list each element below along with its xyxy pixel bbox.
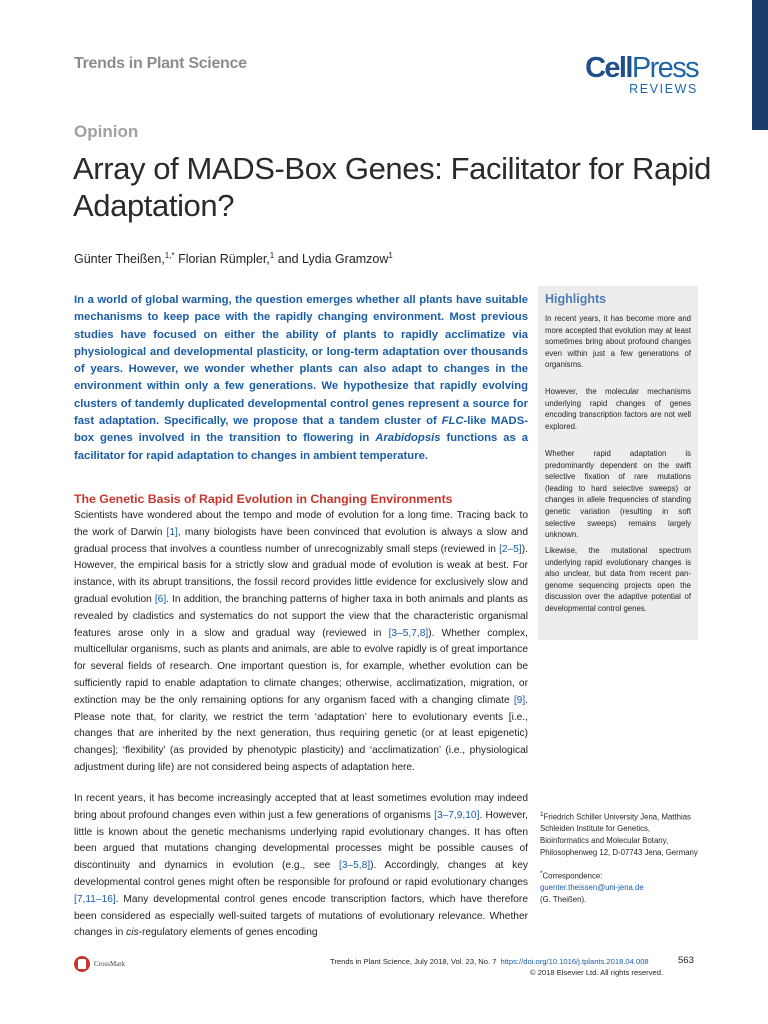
abstract-arabidopsis: Arabidopsis [375,432,441,445]
ref-link[interactable]: [3–7,9,10] [434,809,480,821]
abstract [74,292,528,465]
logo-cell: Cell [585,52,632,84]
ref-link[interactable]: [2–5] [499,543,522,555]
p2-text: . However, little is known about the genetic mechanisms underlying rapid evolutionary changes. It has often been argued that mutations changing developmental processes might be possible causes of discontinuity and dynamics in evolution (e.g., see [74,809,528,872]
author-1: Günter Theißen, [74,252,165,267]
author-list [74,251,393,266]
author-2: Florian Rümpler, [174,252,270,267]
correspondence-label: Correspondence: [542,871,603,881]
logo-reviews: REVIEWS [629,82,698,96]
p1-text: , many biologists have been convinced that evolution is always a slow and gradual process that involves a countless number of unrecognizably small steps (reviewed in [74,526,528,555]
highlight-item: Likewise, the mutational spectrum underlying rapid evolutionary changes is also unclear, but data from recent pan-genome sequencing projects open the discussion over the adaptive potential of developmental control genes. [545,546,691,613]
p2-text: . Many developmental control genes encode transcription factors, which have therefore been considered as especially well-suited targets of mutations of evolutionary relevance. Whether changes in [74,893,528,939]
cellpress-logo [578,53,698,96]
article-type: Opinion [74,122,139,141]
journal-name: Trends in Plant Science [74,55,247,72]
citation-text: Trends in Plant Science, July 2018, Vol. 23, No. 7 [330,957,497,966]
ref-link[interactable]: [6] [154,593,167,605]
p1-text: ). Whether complex, multicellular organisms, such as plants and animals, are able to evolve rapidly is of great importance for several fields of research. One important question is, for example, whether evolution can be sufficiently rapid to enable adaptation to climate changes; otherwise, acclimatization, migration, or extinction may be the only remaining options for any organism faced with a changing climate [74,627,528,706]
affiliation-text: Friedrich Schiller University Jena, Matthias Schleiden Institute for Genetics, Bioinformatics and Molecular Botany, Philosophenweg 12, D-07743 Jena, Germany [540,812,698,857]
p1-text: ). However, the empirical basis for a strictly slow and gradual mode of evolution is weak at best. For instance, with its abrupt transitions, the fossil record provides little evidence for exclusively slow and gradual evolution [74,543,528,605]
abstract-text-3: functions as a facilitator for rapid adaptation to changes in ambient temperature. [74,432,528,462]
p1-text: . Please note that, for clarity, we restrict the term ‘adaptation’ here to evolutionary events [i.e., changes that are inherited by the next generation, thus requiring genetic (or at least epigenetic) changes]; ‘flexibility’ (as provided by phenotypic plasticity) and ‘acclimatization’ (i.e., physiological adjustment during life) are not considered being aspects of adaptation here. [74,694,528,773]
correspondence [540,868,700,906]
ref-link[interactable]: [3–5,8] [338,860,371,872]
article-title: Array of MADS-Box Genes: Facilitator for Rapid Adaptation? [73,151,711,223]
body-paragraph-2 [74,791,528,942]
affiliation-sup: 1 [540,811,544,818]
author-3: and Lydia Gramzow [274,252,389,267]
affiliation [540,809,700,859]
abstract-text-1: In a world of global warming, the question emerges whether all plants have suitable mechanisms to keep pace with the rapidly changing environment. Most previous studies have focused on either the ability of plants to rapidly acclimatize via physiological and developmental plasticity, or long-term adaptation over thousands of years. However, we wonder whether plants can also adapt to changes in the environment within only a few generations. We hypothesize that rapidly evolving clusters of tandemly duplicated developmental control genes represent a source for fast adaptation. Specifically, we propose that a tandem cluster of [74,294,528,428]
doi-link[interactable]: https://doi.org/10.1016/j.tplants.2018.04.008 [500,957,649,966]
edge-tab [752,0,768,130]
highlight-item: However, the molecular mechanisms underlying rapid changes of genes encoding transcription factors are not well explored. [545,387,691,431]
p1-text: . In addition, the branching patterns of higher taxa in both animals and plants as revealed by cladistics and systematics do not support the view that the characteristic organismal features arose only in a slow and gradual way (reviewed in [74,593,528,639]
footer-citation [330,957,649,966]
abstract-flc: FLC [441,415,464,428]
p1-text: Scientists have wondered about the tempo and mode of evolution for a long time. Tracing back to the work of Darwin [74,510,528,538]
ref-link[interactable]: [3–5,7,8] [388,627,429,639]
crossmark-icon [74,956,90,972]
p2-cis: cis [126,927,139,939]
ref-link[interactable]: [7,11–16] [74,893,116,905]
highlights-title: Highlights [545,292,607,306]
ref-link[interactable]: [9] [513,694,526,706]
p2-text: In recent years, it has become increasingly accepted that at least sometimes evolution may indeed bring about profound changes even within just a few generations of organisms [74,793,528,821]
author-1-affil: 1,* [164,251,175,260]
correspondence-sup: * [540,870,543,877]
p2-text: ). Accordingly, changes at key developmental control genes might often be responsible for profound or rapid evolutionary changes [74,860,528,888]
correspondence-email[interactable]: guenter.theissen@uni-jena.de [540,883,644,893]
copyright: © 2018 Elsevier Ltd. All rights reserved. [530,968,664,977]
highlight-item: Whether rapid adaptation is predominantly dependent on the swift selective fixation of rare mutations (leading to hard selective sweeps) or changes in allele frequencies of standing genetic variation (resulting in soft selective sweeps) remains largely unknown. [545,449,691,540]
crossmark-label: CrossMark [94,960,126,968]
correspondence-name: (G. Theißen). [540,895,587,905]
highlight-item: In recent years, it has become more and more accepted that evolution may at least sometimes bring about profound changes even within just a few generations of organisms. [545,314,691,370]
ref-link[interactable]: [1] [166,526,178,538]
abstract-text-2: -like MADS-box genes involved in the transition to flowering in [74,415,528,445]
crossmark-badge[interactable] [74,956,125,972]
page-number: 563 [678,955,694,966]
body-paragraph-1 [74,508,528,777]
author-2-affil: 1 [269,251,275,260]
author-3-affil: 1 [388,251,393,260]
logo-press: Press [631,52,698,84]
section-heading: The Genetic Basis of Rapid Evolution in Changing Environments [74,492,453,506]
p2-text: -regulatory elements of genes encoding [138,927,318,939]
